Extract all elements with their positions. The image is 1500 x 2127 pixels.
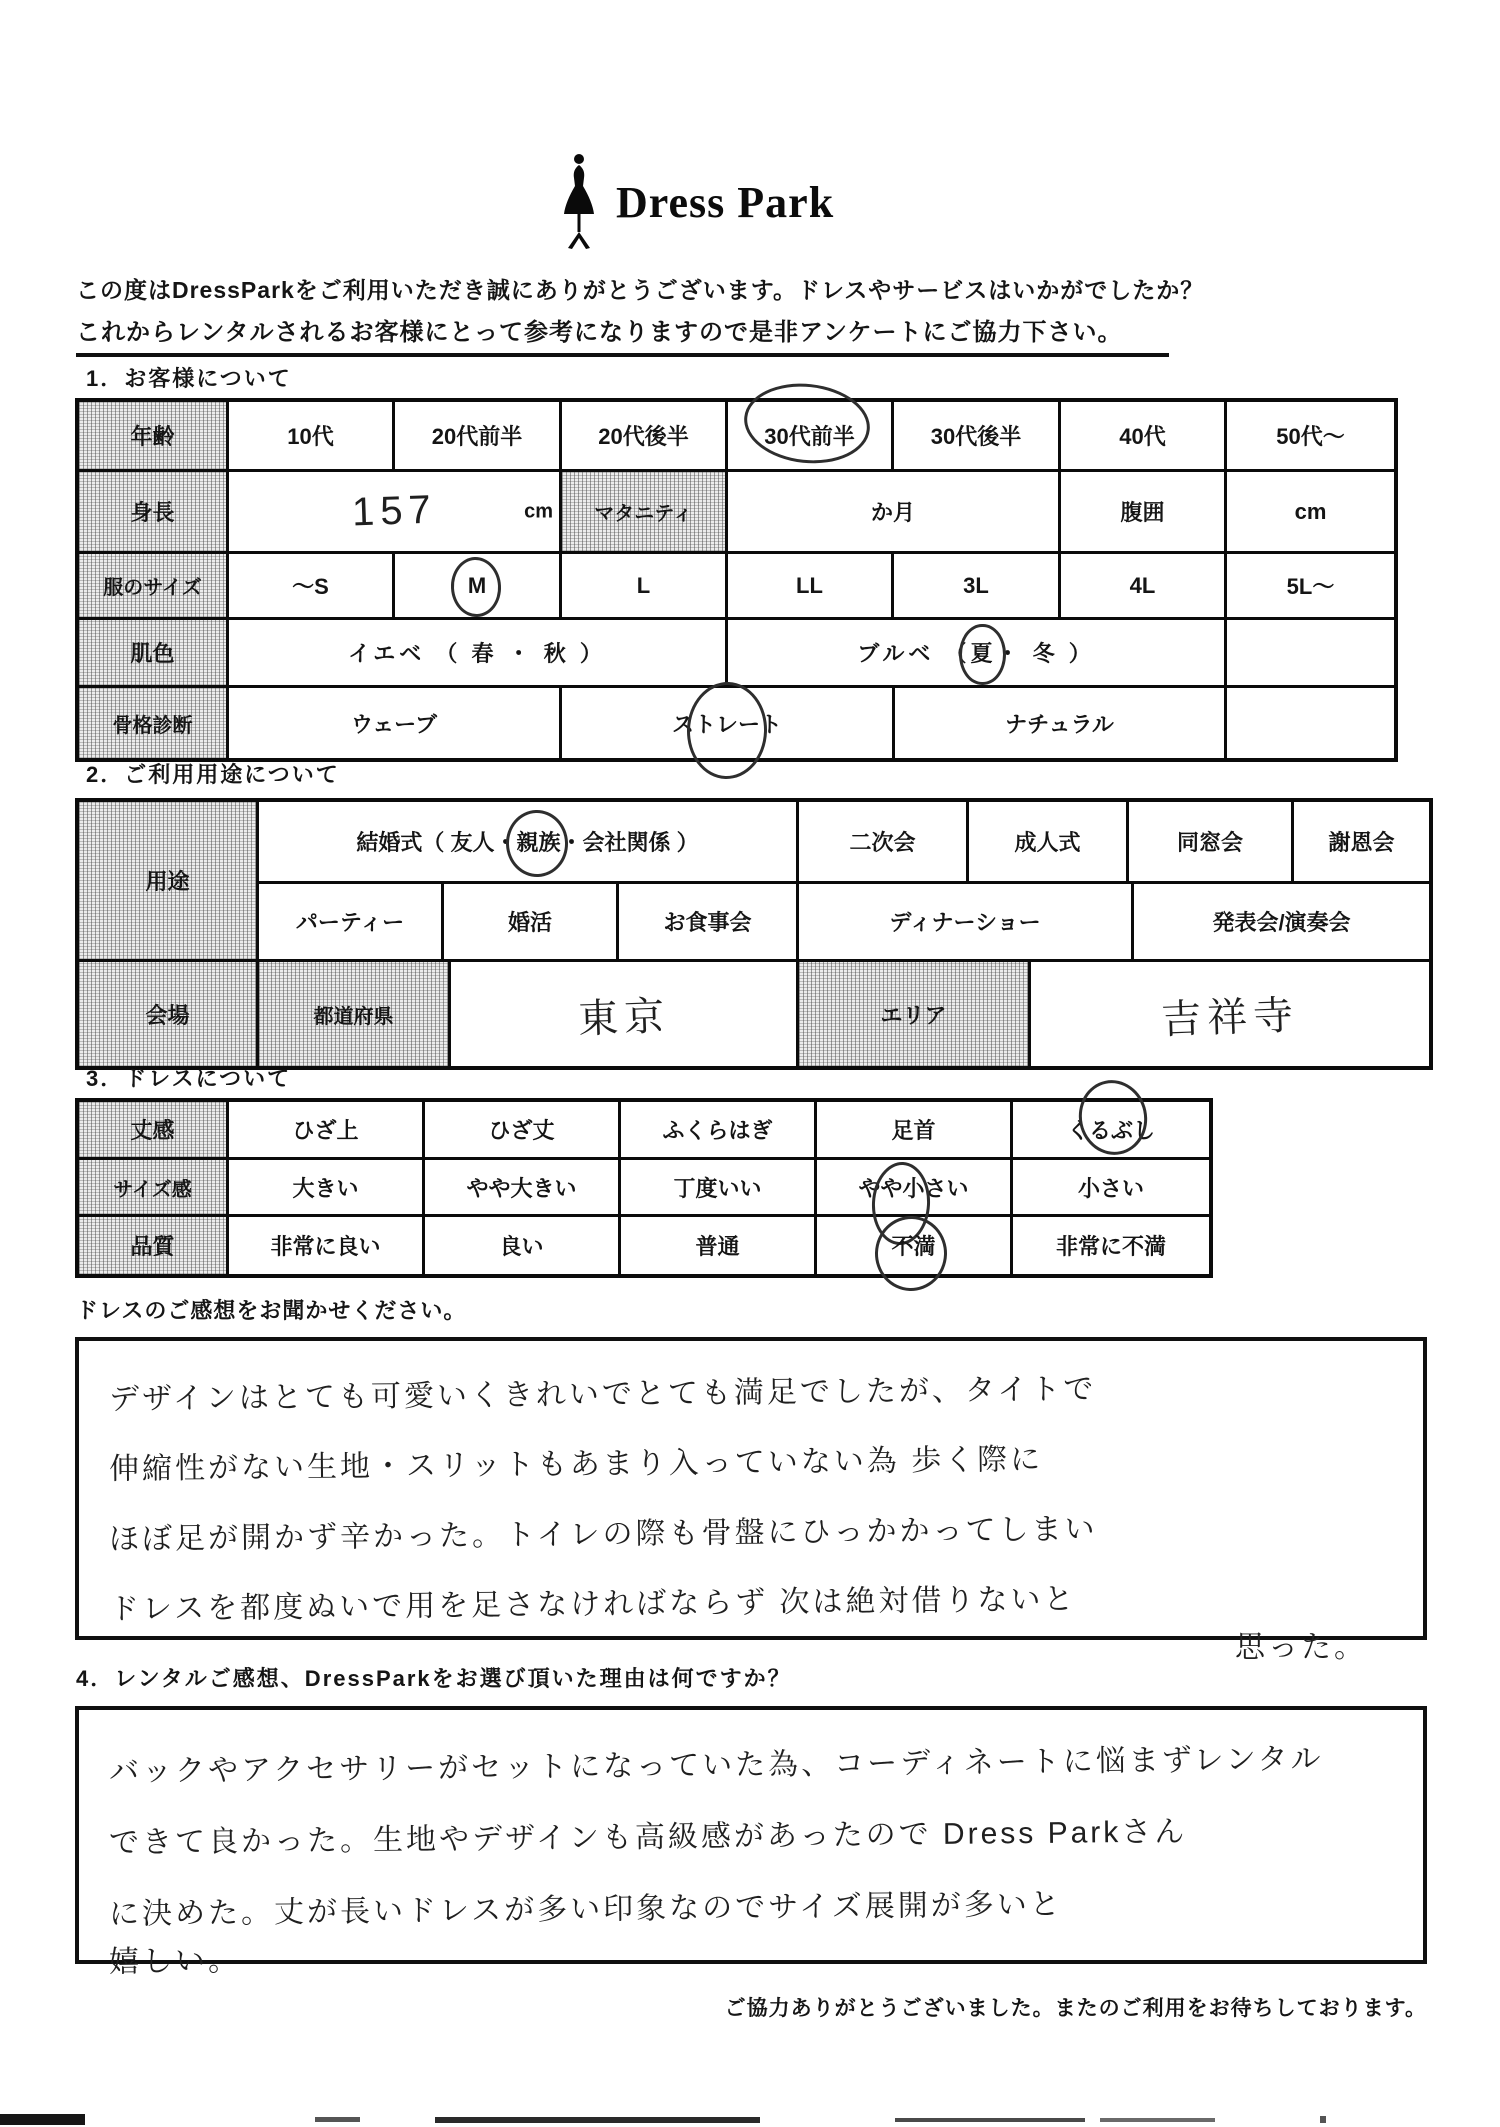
skeleton-option-straight-selected [562,688,895,758]
size-option-5l: 5L～ [1227,554,1394,620]
rental-feedback-box [75,1706,1427,1979]
size-option-l: L [562,554,728,620]
fit-row-label: サイズ感 [79,1160,229,1217]
quality-option-very-good: 非常に良い [229,1217,425,1274]
usage-table [75,798,1433,1070]
feedback2-line3: に決めた。丈が長いドレスが多い印象なのでサイズ展開が多いと [108,1888,1063,1931]
size-option-3l: 3L [894,554,1061,620]
age-option-late-30s: 30代後半 [894,402,1061,472]
section3-title: 3．ドレスについて [86,1066,292,1091]
area-value-handwritten: 吉祥寺 [1160,993,1300,1042]
skeleton-option-wave: ウェーブ [229,688,562,758]
quality-row [79,1217,1209,1274]
prefecture-value-cell [451,962,799,1066]
skin-option-blue-base [728,620,1227,688]
age-option-40s: 40代 [1061,402,1227,472]
prefecture-value-handwritten: 東京 [576,993,671,1042]
length-option-calf: ふくらはぎ [621,1102,817,1160]
fit-option-slightly-small-selected [817,1160,1013,1217]
feedback1-line3: ほぼ足が開かず辛かった。トイレの際も骨盤にひっかかってしまい [108,1512,1098,1557]
quality-option-good: 良い [425,1217,621,1274]
slightly-small-suffix: さい [924,1175,969,1201]
age-row-label: 年齢 [79,402,229,472]
skeleton-option-natural: ナチュラル [895,688,1227,758]
length-row [79,1102,1209,1160]
quality-option-very-unsatisfied: 非常に不満 [1055,1234,1166,1259]
feedback1-line1: デザインはとても可愛いくきれいでとても満足でしたが、タイトで [108,1372,1097,1417]
length-option-anklebone-selected [1013,1102,1209,1160]
feedback2-line4: 嬉しい。 [108,1944,242,1979]
skin-row [79,620,1394,688]
length-option-ankle: 足首 [817,1102,1013,1160]
waist-label: 腹囲 [1061,472,1227,554]
scan-artifact [1320,2116,1326,2123]
straight-prefix: ス [671,711,694,737]
purpose-row-1 [259,802,1429,884]
wedding-suffix: ・会社関係 ） [560,830,699,855]
scan-artifact [435,2117,760,2123]
size-row-label: 服のサイズ [79,554,229,620]
size-option-4l: 4L [1061,554,1227,620]
venue-row [79,962,1429,1066]
quality-option-normal: 普通 [621,1217,817,1274]
age-option-50s: 50代～ [1227,402,1394,472]
straight-suffix: ト [760,711,783,737]
scan-artifact [0,2114,85,2125]
height-row-label: 身長 [79,472,229,554]
fit-option-slightly-big: やや大きい [425,1160,621,1217]
length-selection-circle: るぶ [1089,1114,1133,1145]
size-option-ll: LL [728,554,894,620]
feedback1-overflow-text: 思った。 [1235,1631,1367,1664]
size-selection-circle: M [467,572,487,598]
quality-selection-circle: 不満 [891,1230,935,1261]
anklebone-prefix: く [1066,1118,1089,1143]
purpose-option-party: パーティー [259,884,444,962]
length-row-label: 丈感 [79,1102,229,1160]
scan-artifact [315,2117,360,2122]
feedback2-line2: できて良かった。生地やデザインも高級感があったので Dress Parkさん [108,1815,1188,1860]
purpose-option-afterparty: 二次会 [799,802,969,884]
skin-blue-prefix: ブルベ （ [857,641,971,666]
skin-row-label: 肌色 [79,620,229,688]
purpose-rows [79,802,1429,962]
scan-artifact [1100,2118,1215,2122]
skeleton-row-label: 骨格診断 [79,688,229,758]
height-value-cell [229,472,562,554]
fit-row [79,1160,1209,1217]
purpose-selection-circle: 親族 [516,826,560,857]
purpose-option-coming-of-age: 成人式 [969,802,1129,884]
venue-row-label: 会場 [79,962,259,1066]
dress-feedback-label: ドレスのご感想をお聞かせください。 [76,1298,467,1323]
brand-name: Dress Park [616,177,835,227]
section1-title: 1．お客様について [86,366,292,391]
skeleton-empty-cell [1227,688,1394,758]
fit-option-big: 大きい [229,1160,425,1217]
fit-option-small: 小さい [1013,1160,1209,1217]
maternity-label: マタニティ [562,472,728,554]
intro-thanks-text: この度はDressParkをご利用いただき誠にありがとうございます。ドレスやサービスはいかがでしたか？ [76,277,1205,303]
waist-unit-label: cm [1227,472,1394,554]
skin-option-yellow-base: イエベ （ 春 ・ 秋 ） [229,620,728,688]
height-value-handwritten: 157 [350,487,438,535]
size-option-m-selected [395,554,562,620]
skeleton-selection-circle: トレー [694,708,760,739]
scan-artifact [895,2118,1085,2122]
customer-table [75,398,1398,762]
quality-option-unsatisfied-selected [817,1217,1013,1274]
quality-row-label: 品質 [79,1217,229,1274]
purpose-option-dinner: お食事会 [619,884,799,962]
wedding-prefix: 結婚式（ 友人・ [356,830,517,855]
maternity-months-label: か月 [728,472,1061,554]
purpose-option-dinner-show: ディナーショー [799,884,1134,962]
fit-option-just-right: 丁度いい [621,1160,817,1217]
brand-logo [556,152,834,252]
purpose-row-label: 用途 [79,802,259,962]
section2-title: 2．ご利用用途について [86,762,340,787]
purpose-option-recital: 発表会/演奏会 [1134,884,1429,962]
dress-form-icon [556,152,602,252]
skeleton-row [79,688,1394,758]
area-label: エリア [799,962,1031,1066]
purpose-option-thanks-party: 謝恩会 [1294,802,1429,884]
age-option-10s: 10代 [229,402,395,472]
dress-table [75,1098,1213,1278]
feedback1-line4: ドレスを都度ぬいで用を足さなければならず 次は絶対借りないと [108,1582,1077,1627]
skin-empty-cell [1227,620,1394,688]
purpose-row-2 [259,884,1429,962]
feedback1-line2: 伸縮性がない生地・スリットもあまり入っていない為 歩く際に [108,1443,1044,1486]
purpose-option-reunion: 同窓会 [1129,802,1294,884]
size-option-s: ～S [229,554,395,620]
size-row [79,554,1394,620]
height-unit-label: cm [524,500,553,522]
age-option-early-20s: 20代前半 [395,402,562,472]
height-row [79,472,1394,554]
skin-selection-circle: 夏 [970,637,996,668]
fit-selection-circle: や小 [880,1172,924,1203]
purpose-option-wedding [259,802,799,884]
anklebone-suffix: し [1133,1118,1156,1143]
age-row [79,402,1394,472]
prefecture-label: 都道府県 [259,962,451,1066]
intro-request-text: これからレンタルされるお客様にとって参考になりますので是非アンケートにご協力下さい。 [76,312,1169,357]
purpose-option-konkatsu: 婚活 [444,884,619,962]
age-option-late-20s: 20代後半 [562,402,728,472]
slightly-small-prefix: や [858,1175,881,1201]
age-selection-circle: 30代前半 [764,420,854,451]
dress-feedback-box [75,1337,1427,1640]
area-value-cell [1031,962,1429,1066]
length-option-knee: ひざ丈 [425,1102,621,1160]
section4-title: 4．レンタルご感想、DressParkをお選び頂いた理由は何ですか？ [76,1666,792,1691]
closing-text: ご協力ありがとうございました。またのご利用をお待ちしております。 [724,1997,1427,2020]
skin-blue-suffix: ・ 冬 ） [996,641,1095,666]
length-option-above-knee: ひざ上 [229,1102,425,1160]
feedback2-line1: バックやアクセサリーがセットになっていた為、コーディネートに悩まずレンタル [108,1742,1324,1789]
age-option-early-30s-selected [728,402,894,472]
